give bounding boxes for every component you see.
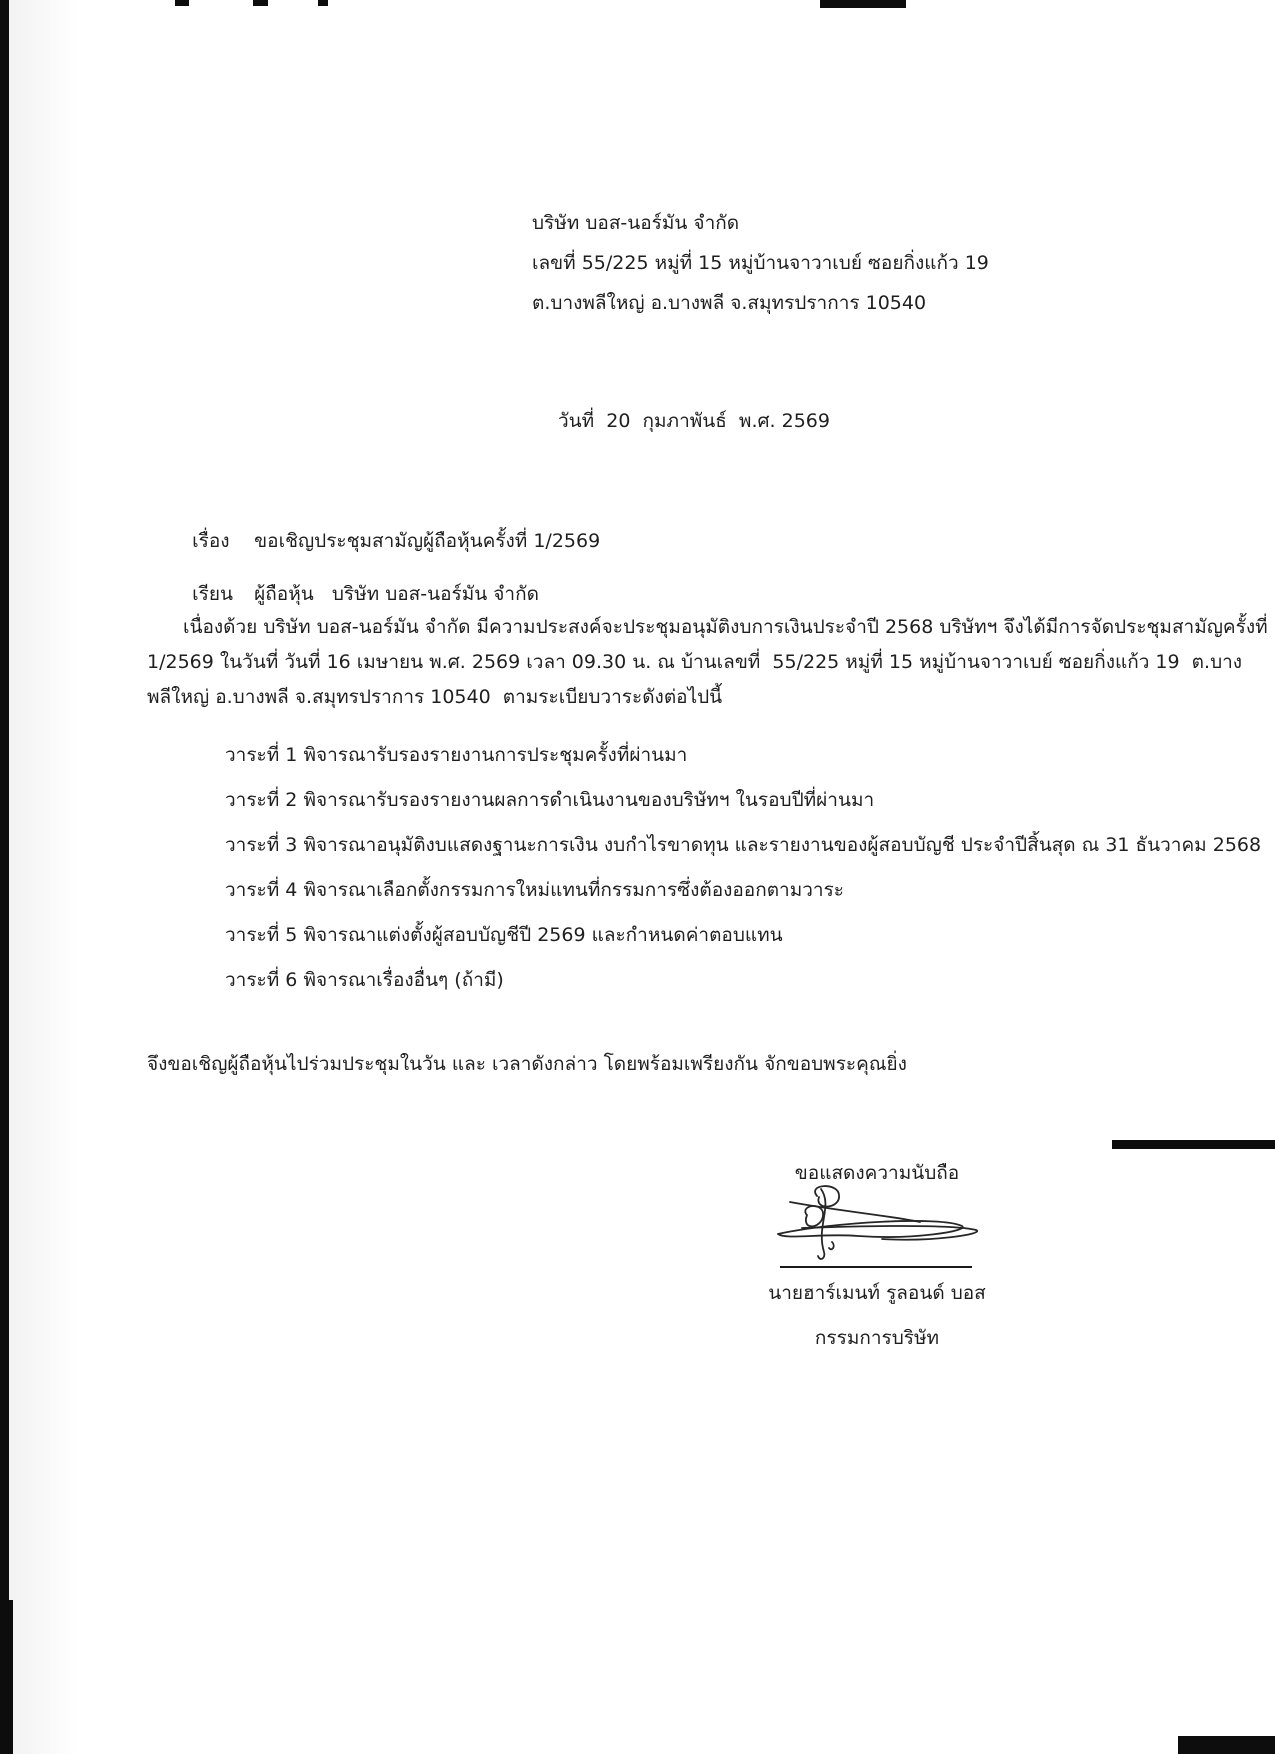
body-line-3: พลีใหญ่ อ.บางพลี จ.สมุทรปราการ 10540 ตามระเบียบวาระดังต่อไปนี้	[147, 686, 723, 708]
agenda-item-2: วาระที่ 2 พิจารณารับรองรายงานผลการดำเนินงานของบริษัทฯ ในรอบปีที่ผ่านมา	[225, 789, 875, 811]
company-address-line1: เลขที่ 55/225 หมู่ที่ 15 หมู่บ้านจาวาเบย์ ซอยกิ่งแก้ว 19	[532, 252, 989, 274]
body-paragraph	[147, 610, 1268, 715]
recipient-text: ผู้ถือหุ้น บริษัท บอส-นอร์มัน จำกัด	[254, 583, 539, 605]
signer-title: กรรมการบริษัท	[814, 1327, 940, 1349]
signature-underline	[780, 1266, 972, 1268]
scan-artifact-top-dash	[318, 0, 328, 6]
body-line-2: 1/2569 ในวันที่ วันที่ 16 เมษายน พ.ศ. 2569 เวลา 09.30 น. ณ บ้านเลขที่ 55/225 หมู่ที่ 15 หมู่บ้านจาวาเบย์ ซอยกิ่งแก้ว 19 ต.บาง	[147, 651, 1243, 673]
agenda-item-1: วาระที่ 1 พิจารณารับรองรายงานการประชุมครั้งที่ผ่านมา	[225, 744, 688, 766]
scan-artifact-top-bar	[820, 0, 906, 8]
signature-salutation: ขอแสดงความนับถือ	[794, 1162, 960, 1184]
agenda-item-3: วาระที่ 3 พิจารณาอนุมัติงบแสดงฐานะการเงิน งบกำไรขาดทุน และรายงานของผู้สอบบัญชี ประจำปีสิ้นสุด ณ 31 ธันวาคม 2568	[225, 834, 1262, 856]
body-line-1: เนื่องด้วย บริษัท บอส-นอร์มัน จำกัด มีความประสงค์จะประชุมอนุมัติงบการเงินประจำปี 2568 บริษัทฯ จึงได้มีการจัดประชุมสามัญครั้งที่	[183, 616, 1268, 638]
subject-text: ขอเชิญประชุมสามัญผู้ถือหุ้นครั้งที่ 1/2569	[254, 530, 601, 552]
scan-artifact-left-edge	[0, 0, 9, 1754]
scan-artifact-bottom-bar	[1178, 1736, 1275, 1754]
agenda-item-4: วาระที่ 4 พิจารณาเลือกตั้งกรรมการใหม่แทนที่กรรมการซึ่งต้องออกตามวาระ	[225, 879, 844, 901]
letter-date: วันที่ 20 กุมภาพันธ์ พ.ศ. 2569	[558, 410, 830, 432]
letterhead	[532, 203, 989, 323]
recipient-label: เรียน	[192, 583, 233, 605]
signature-block	[712, 1158, 1042, 1368]
scan-artifact-top-dash	[253, 0, 268, 6]
company-name: บริษัท บอส-นอร์มัน จำกัด	[532, 212, 740, 234]
company-address-line2: ต.บางพลีใหญ่ อ.บางพลี จ.สมุทรปราการ 10540	[532, 292, 927, 314]
signer-name: นายฮาร์เมนท์ รูลอนด์ บอส	[768, 1282, 986, 1304]
agenda-item-6: วาระที่ 6 พิจารณาเรื่องอื่นๆ (ถ้ามี)	[225, 969, 504, 991]
scan-artifact-right-streak	[1112, 1140, 1275, 1149]
subject-label: เรื่อง	[192, 530, 230, 552]
closing-sentence: จึงขอเชิญผู้ถือหุ้นไปร่วมประชุมในวัน และ เวลาดังกล่าว โดยพร้อมเพรียงกัน จักขอบพระคุณยิ่ง	[147, 1053, 907, 1075]
agenda-list	[225, 733, 1261, 1003]
scan-artifact-top-dash	[175, 0, 189, 6]
agenda-item-5: วาระที่ 5 พิจารณาแต่งตั้งผู้สอบบัญชีปี 2569 และกำหนดค่าตอบแทน	[225, 924, 783, 946]
handwritten-signature	[762, 1182, 1002, 1266]
scan-artifact-left-edge-bottom	[0, 1600, 13, 1754]
